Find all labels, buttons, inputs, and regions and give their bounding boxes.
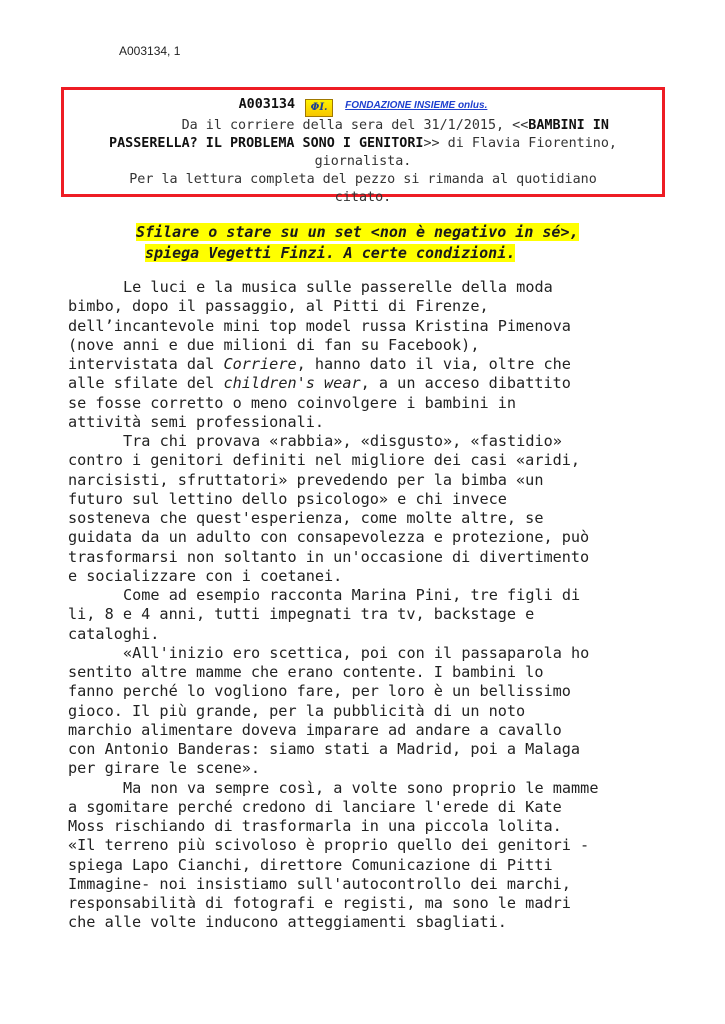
paragraph-line: bimbo, dopo il passaggio, al Pitti di Firenze, (68, 297, 489, 316)
paragraph-line: sosteneva che quest'esperienza, come molte altre, se (68, 509, 544, 527)
paragraph-line: «Il terreno più scivoloso è proprio quello dei genitori - (68, 836, 590, 855)
paragraph-line: intervistata dal Corriere, hanno dato il via, oltre che (68, 355, 571, 373)
article-body (68, 278, 668, 933)
paragraph-line: Immagine- noi insistiamo sull'autocontrollo dei marchi, (68, 874, 571, 893)
paragraph-line: marchio alimentare doveva imparare ad andare a cavallo (68, 720, 562, 739)
paragraph-line: guidata da un adulto con consapevolezza e protezione, può (68, 528, 590, 547)
source-text: Da il corriere della sera del 31/1/2015, << (181, 118, 529, 133)
paragraph-line: contro i genitori definiti nel migliore dei casi «aridi, (68, 451, 581, 470)
paragraph-line: attività semi professionali. (68, 412, 325, 431)
subtitle-line-2: spiega Vegetti Finzi. A certe condizioni. (145, 244, 516, 262)
article-title-part-1: BAMBINI IN (528, 118, 609, 133)
author-text: >> di Flavia Fiorentino, (423, 136, 617, 151)
paragraph-line: dell’incantevole mini top model russa Kristina Pimenova (68, 316, 571, 335)
paragraph-line: narcisisti, sfruttatori» prevedendo per la bimba «un (68, 470, 544, 489)
paragraph-line: se fosse corretto o meno coinvolgere i bambini in (68, 393, 517, 412)
childrens-wear-term: children's wear (223, 374, 361, 393)
paragraph-line: fanno perché lo vogliono fare, per loro è un bellissimo (68, 682, 571, 701)
newspaper-name: Corriere (223, 355, 297, 373)
header-box (61, 87, 665, 205)
header-line-4: giornalista. (314, 154, 412, 169)
paragraph-line: e socializzare con i coetanei. (68, 566, 343, 585)
foundation-link[interactable]: FONDAZIONE INSIEME onlus. (345, 100, 488, 111)
paragraph-line: gioco. Il più grande, per la pubblicità di un noto (68, 701, 526, 720)
paragraph-line: Ma non va sempre così, a volte sono proprio le mamme (123, 778, 599, 797)
paragraph-line: che alle volte inducono atteggiamenti sbagliati. (68, 913, 507, 932)
header-line-1 (64, 96, 662, 117)
paragraph-line: Tra chi provava «rabbia», «disgusto», «fastidio» (123, 432, 562, 450)
page-code: A003134, 1 (119, 44, 181, 58)
paragraph-line: futuro sul lettino dello psicologo» e chi invece (68, 489, 507, 508)
paragraph-line: trasformarsi non soltanto in un'occasione di divertimento (68, 547, 590, 566)
paragraph-line: con Antonio Banderas: siamo stati a Madrid, poi a Malaga (68, 740, 581, 758)
header-line-5: Per la lettura completa del pezzo si rimanda al quotidiano (129, 172, 597, 187)
paragraph-line: responsabilità di fotografi e registi, ma sono le madri (68, 894, 571, 912)
paragraph-line: sentito altre mamme che erano contente. I bambini lo (68, 663, 544, 681)
paragraph-line: li, 8 e 4 anni, tutti impegnati tra tv, backstage e (68, 605, 535, 624)
subtitle (136, 222, 656, 264)
paragraph-line: per girare le scene». (68, 759, 261, 778)
header-line-6: citato. (334, 190, 392, 205)
subtitle-line-1: Sfilare o stare su un set <non è negativo in sé>, (136, 223, 579, 241)
foundation-logo-icon: ΦI. (305, 99, 333, 117)
header-line-2 (64, 117, 662, 135)
paragraph-line: (nove anni e due milioni di fan su Facebook), (68, 335, 480, 354)
document-code: A003134 (238, 97, 296, 112)
paragraph-line: Le luci e la musica sulle passerelle della moda (123, 278, 553, 296)
paragraph-line: cataloghi. (68, 624, 160, 643)
paragraph-line: Come ad esempio racconta Marina Pini, tre figli di (123, 586, 581, 604)
header-line-3 (64, 135, 662, 153)
paragraph-line: Moss rischiando di trasformarla in una piccola lolita. (68, 817, 562, 835)
paragraph-line: a sgomitare perché credono di lanciare l'erede di Kate (68, 797, 562, 816)
paragraph-line: alle sfilate del children's wear, a un acceso dibattito (68, 374, 571, 393)
article-title-part-2: PASSERELLA? IL PROBLEMA SONO I GENITORI (109, 136, 424, 151)
paragraph-line: spiega Lapo Cianchi, direttore Comunicazione di Pitti (68, 855, 553, 874)
paragraph-line: «All'inizio ero scettica, poi con il passaparola ho (123, 643, 590, 662)
